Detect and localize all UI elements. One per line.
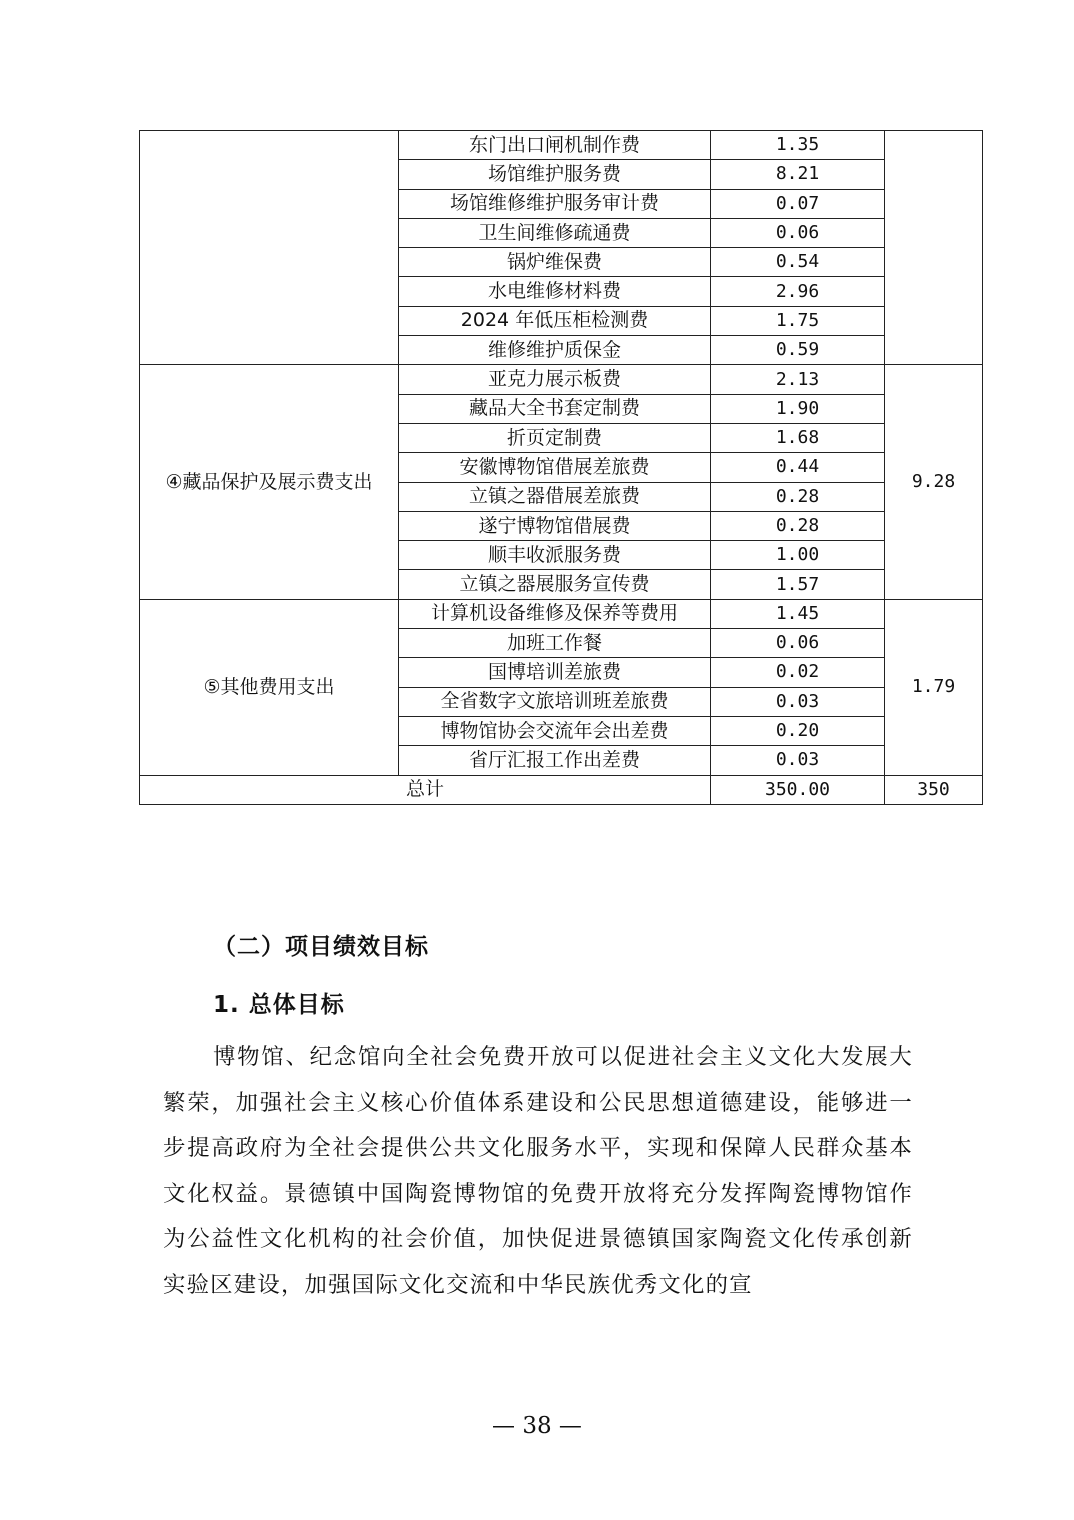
item-name-cell: 折页定制费 [399, 423, 711, 452]
page-number: — 38 — [492, 1413, 582, 1439]
item-amount-cell: 1.90 [711, 394, 885, 423]
section-heading: （二）项目绩效目标 [213, 934, 429, 960]
item-name-cell: 亚克力展示板费 [399, 365, 711, 394]
budget-table [139, 130, 983, 805]
category-cell: ⑤其他费用支出 [140, 599, 399, 775]
item-name-cell: 维修维护质保金 [399, 336, 711, 365]
item-amount-cell: 1.75 [711, 306, 885, 335]
item-amount-cell: 0.02 [711, 658, 885, 687]
item-name-cell: 场馆维护服务费 [399, 160, 711, 189]
item-amount-cell: 1.45 [711, 599, 885, 628]
item-name-cell: 卫生间维修疏通费 [399, 218, 711, 247]
item-amount-cell: 0.03 [711, 687, 885, 716]
item-name-cell: 立镇之器展服务宣传费 [399, 570, 711, 599]
item-name-cell: 遂宁博物馆借展费 [399, 511, 711, 540]
item-name-cell: 场馆维修维护服务审计费 [399, 189, 711, 218]
item-name-cell: 藏品大全书套定制费 [399, 394, 711, 423]
item-name-cell: 锅炉维保费 [399, 248, 711, 277]
category-cell: ④藏品保护及展示费支出 [140, 365, 399, 599]
item-amount-cell: 0.59 [711, 336, 885, 365]
item-amount-cell: 1.57 [711, 570, 885, 599]
item-name-cell: 博物馆协会交流年会出差费 [399, 716, 711, 745]
item-amount-cell: 0.20 [711, 716, 885, 745]
subtotal-cell: 9.28 [885, 365, 983, 599]
item-amount-cell: 0.03 [711, 746, 885, 775]
item-name-cell: 顺丰收派服务费 [399, 541, 711, 570]
category-cell [140, 131, 399, 365]
total-row [140, 775, 983, 804]
item-amount-cell: 0.06 [711, 629, 885, 658]
item-name-cell: 立镇之器借展差旅费 [399, 482, 711, 511]
total-label: 总计 [140, 775, 711, 804]
item-name-cell: 国博培训差旅费 [399, 658, 711, 687]
table-row [140, 599, 983, 628]
item-amount-cell: 1.35 [711, 131, 885, 160]
total-subtotal: 350 [885, 775, 983, 804]
item-amount-cell: 0.07 [711, 189, 885, 218]
table-row [140, 131, 983, 160]
item-amount-cell: 0.54 [711, 248, 885, 277]
item-name-cell: 加班工作餐 [399, 629, 711, 658]
subsection-heading: 1. 总体目标 [213, 992, 345, 1018]
item-name-cell: 计算机设备维修及保养等费用 [399, 599, 711, 628]
body-paragraph: 博物馆、纪念馆向全社会免费开放可以促进社会主义文化大发展大繁荣，加强社会主义核心价值体系建设和公民思想道德建设，能够进一步提高政府为全社会提供公共文化服务水平，实现和保障人民群众基本文化权益。景德镇中国陶瓷博物馆的免费开放将充分发挥陶瓷博物馆作为公益性文化机构的社会价值，加快促进景德镇国家陶瓷文化传承创新实验区建设，加强国际文化交流和中华民族优秀文化的宣 [163, 1044, 913, 1298]
item-amount-cell: 0.06 [711, 218, 885, 247]
item-amount-cell: 1.68 [711, 423, 885, 452]
item-name-cell: 2024 年低压柜检测费 [399, 306, 711, 335]
subtotal-cell: 1.79 [885, 599, 983, 775]
item-name-cell: 省厅汇报工作出差费 [399, 746, 711, 775]
item-amount-cell: 2.96 [711, 277, 885, 306]
item-amount-cell: 0.44 [711, 453, 885, 482]
item-name-cell: 全省数字文旅培训班差旅费 [399, 687, 711, 716]
item-name-cell: 东门出口闸机制作费 [399, 131, 711, 160]
total-amount: 350.00 [711, 775, 885, 804]
subtotal-cell [885, 131, 983, 365]
item-amount-cell: 8.21 [711, 160, 885, 189]
item-amount-cell: 0.28 [711, 482, 885, 511]
item-amount-cell: 2.13 [711, 365, 885, 394]
item-amount-cell: 1.00 [711, 541, 885, 570]
item-amount-cell: 0.28 [711, 511, 885, 540]
item-name-cell: 安徽博物馆借展差旅费 [399, 453, 711, 482]
item-name-cell: 水电维修材料费 [399, 277, 711, 306]
table-row [140, 365, 983, 394]
